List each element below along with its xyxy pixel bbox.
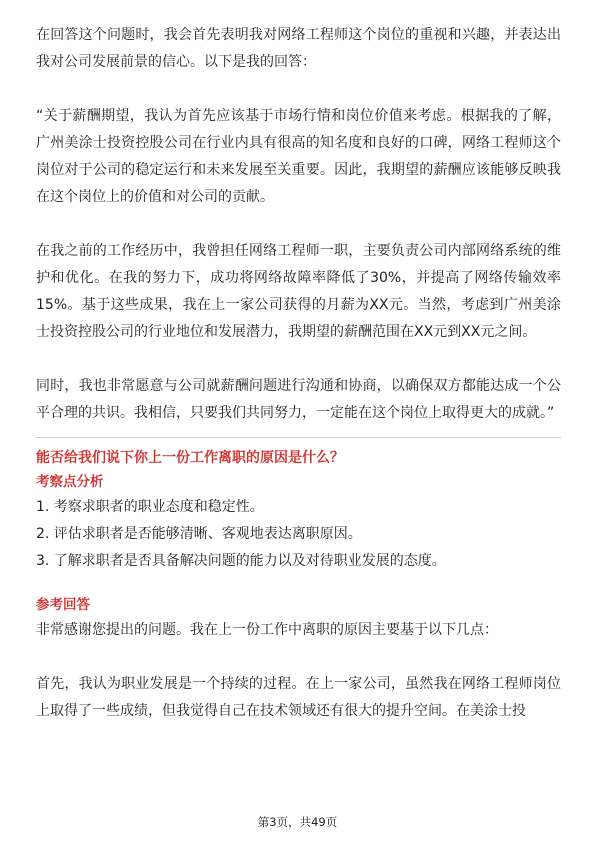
- page-content: [36, 22, 561, 725]
- analysis-item-3: 3. 了解求职者是否具备解决问题的能力以及对待职业发展的态度。: [36, 553, 446, 569]
- reference-heading: 参考回答: [36, 597, 90, 613]
- analysis-heading: 考察点分析: [36, 474, 104, 490]
- page-footer: 第3页，共49页: [257, 815, 338, 829]
- reference-intro: 非常感谢您提出的问题。我在上一份工作中离职的原因主要基于以下几点：: [36, 622, 498, 638]
- intro-paragraph: 在回答这个问题时，我会首先表明我对网络工程师这个岗位的重视和兴趣，并表达出我对公司发展前景的信心。以下是我的回答：: [36, 27, 561, 70]
- question-title: 能否给我们说下你上一份工作离职的原因是什么？: [36, 450, 344, 466]
- answer-paragraph-2: 在我之前的工作经历中，我曾担任网络工程师一职，主要负责公司内部网络系统的维护和优化。在我的努力下，成功将网络故障率降低了30%，并提高了网络传输效率15%。基于这些成果，我在上一家公司获得的月薪为XX元。当然，考虑到广州美涂士投资控股公司的行业地位和发展潜力，我期望的薪酬范围在XX元到XX元之间。: [36, 243, 561, 340]
- reference-paragraph-1: 首先，我认为职业发展是一个持续的过程。在上一家公司，虽然我在网络工程师岗位上取得了一些成绩，但我觉得自己在技术领域还有很大的提升空间。在美涂士投: [36, 676, 561, 719]
- answer-paragraph-3: 同时，我也非常愿意与公司就薪酬问题进行沟通和协商，以确保双方都能达成一个公平合理的共识。我相信，只要我们共同努力，一定能在这个岗位上取得更大的成就。”: [36, 378, 561, 421]
- analysis-item-2: 2. 评估求职者是否能够清晰、客观地表达离职原因。: [36, 526, 362, 542]
- answer-paragraph-1: “关于薪酬期望，我认为首先应该基于市场行情和岗位价值来考虑。根据我的了解，广州美涂士投资控股公司在行业内具有很高的知名度和良好的口碑，网络工程师这个岗位对于公司的稳定运行和未来发展至关重要。因此，我期望的薪酬应该能够反映我在这个岗位上的价值和对公司的贡献。: [36, 108, 561, 205]
- section-divider: [36, 437, 561, 438]
- analysis-item-1: 1. 考察求职者的职业态度和稳定性。: [36, 499, 264, 515]
